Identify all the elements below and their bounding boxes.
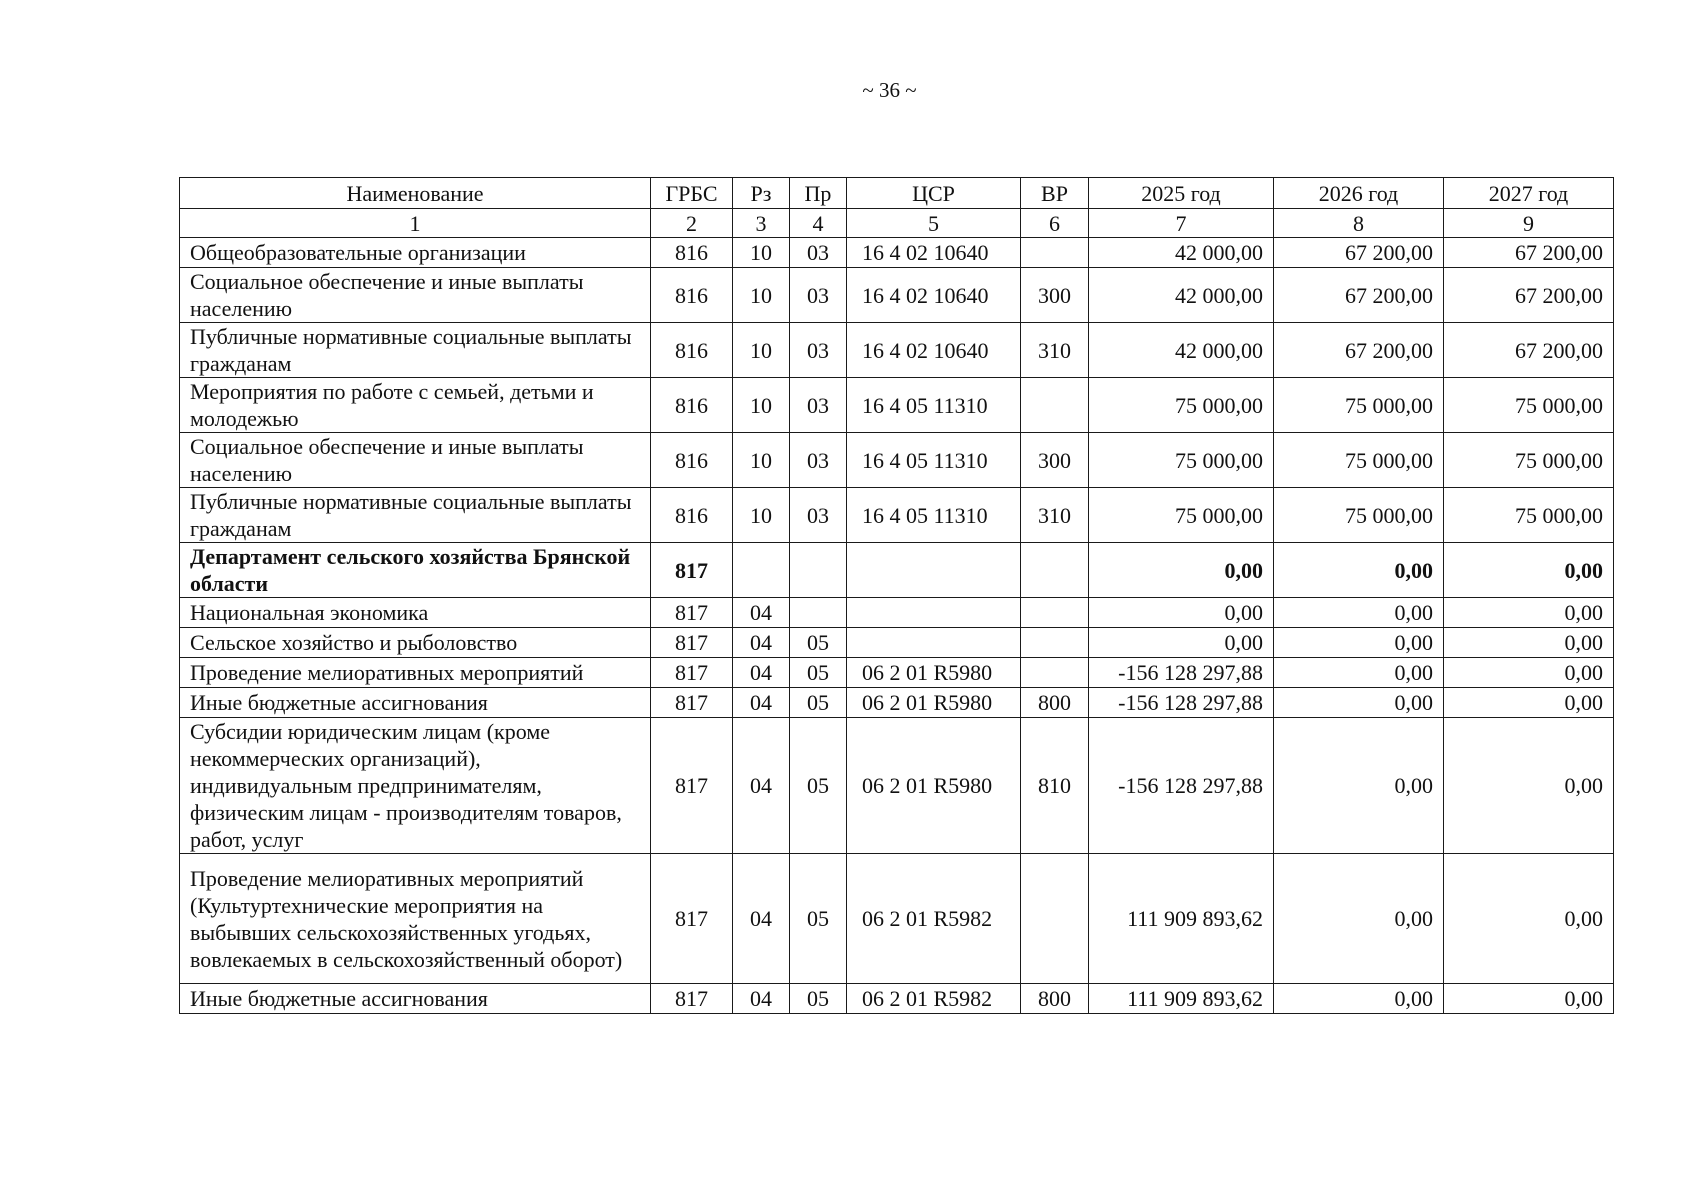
cell-name: Публичные нормативные социальные выплаты гражданам: [180, 488, 651, 543]
header-csr: ЦСР: [847, 178, 1021, 209]
cell-2027: 67 200,00: [1444, 238, 1614, 268]
cell-2026: 75 000,00: [1274, 488, 1444, 543]
cell-vr: [1021, 378, 1089, 433]
cell-vr: [1021, 543, 1089, 598]
cell-2026: 0,00: [1274, 688, 1444, 718]
cell-grbs: 817: [651, 543, 733, 598]
cell-2025: -156 128 297,88: [1089, 718, 1274, 854]
table-row: [180, 238, 1614, 268]
cell-csr: 06 2 01 R5982: [847, 854, 1021, 984]
header-rz: Рз: [733, 178, 790, 209]
budget-table: [179, 177, 1614, 1014]
cell-vr: 310: [1021, 323, 1089, 378]
column-number: 4: [790, 209, 847, 238]
cell-vr: 800: [1021, 984, 1089, 1014]
header-2027: 2027 год: [1444, 178, 1614, 209]
cell-vr: 310: [1021, 488, 1089, 543]
cell-rz: 10: [733, 238, 790, 268]
table-row: [180, 268, 1614, 323]
table-row: [180, 984, 1614, 1014]
header-grbs: ГРБС: [651, 178, 733, 209]
cell-grbs: 816: [651, 238, 733, 268]
table-row: [180, 658, 1614, 688]
cell-vr: [1021, 854, 1089, 984]
cell-csr: 16 4 05 11310: [847, 378, 1021, 433]
cell-2026: 0,00: [1274, 543, 1444, 598]
cell-2026: 0,00: [1274, 854, 1444, 984]
column-number: 9: [1444, 209, 1614, 238]
cell-vr: [1021, 598, 1089, 628]
cell-grbs: 817: [651, 658, 733, 688]
cell-rz: 04: [733, 628, 790, 658]
cell-csr: 16 4 05 11310: [847, 488, 1021, 543]
cell-pr: 03: [790, 378, 847, 433]
cell-name: Иные бюджетные ассигнования: [180, 688, 651, 718]
cell-2025: 42 000,00: [1089, 323, 1274, 378]
cell-grbs: 817: [651, 688, 733, 718]
cell-vr: [1021, 658, 1089, 688]
cell-2027: 0,00: [1444, 628, 1614, 658]
cell-2026: 75 000,00: [1274, 433, 1444, 488]
cell-grbs: 817: [651, 628, 733, 658]
column-number: 1: [180, 209, 651, 238]
cell-pr: 03: [790, 238, 847, 268]
column-number: 2: [651, 209, 733, 238]
cell-pr: 05: [790, 984, 847, 1014]
cell-csr: 16 4 05 11310: [847, 433, 1021, 488]
cell-rz: 04: [733, 984, 790, 1014]
cell-csr: [847, 628, 1021, 658]
cell-csr: [847, 543, 1021, 598]
cell-pr: [790, 598, 847, 628]
cell-2027: 0,00: [1444, 688, 1614, 718]
cell-pr: 03: [790, 323, 847, 378]
cell-vr: 300: [1021, 268, 1089, 323]
cell-vr: [1021, 238, 1089, 268]
cell-2026: 0,00: [1274, 598, 1444, 628]
cell-2026: 67 200,00: [1274, 268, 1444, 323]
cell-2025: 75 000,00: [1089, 378, 1274, 433]
cell-2027: 75 000,00: [1444, 488, 1614, 543]
cell-name: Общеобразовательные организации: [180, 238, 651, 268]
header-row: [180, 178, 1614, 209]
cell-2027: 0,00: [1444, 854, 1614, 984]
cell-csr: 06 2 01 R5980: [847, 688, 1021, 718]
cell-2027: 0,00: [1444, 984, 1614, 1014]
cell-rz: 10: [733, 268, 790, 323]
column-number: 7: [1089, 209, 1274, 238]
cell-rz: 04: [733, 598, 790, 628]
table-row: [180, 378, 1614, 433]
page-number: ~ 36 ~: [862, 78, 917, 102]
cell-grbs: 817: [651, 718, 733, 854]
cell-grbs: 817: [651, 598, 733, 628]
table-row: [180, 323, 1614, 378]
cell-pr: 05: [790, 718, 847, 854]
cell-2027: 75 000,00: [1444, 433, 1614, 488]
cell-vr: 810: [1021, 718, 1089, 854]
cell-name: Департамент сельского хозяйства Брянской области: [180, 543, 651, 598]
table-row: [180, 433, 1614, 488]
table-row: [180, 543, 1614, 598]
cell-csr: 16 4 02 10640: [847, 268, 1021, 323]
table-row: [180, 854, 1614, 984]
cell-rz: 10: [733, 323, 790, 378]
cell-csr: 06 2 01 R5980: [847, 658, 1021, 688]
cell-name: Сельское хозяйство и рыболовство: [180, 628, 651, 658]
header-name: Наименование: [180, 178, 651, 209]
table-row: [180, 598, 1614, 628]
cell-csr: 16 4 02 10640: [847, 323, 1021, 378]
cell-name: Социальное обеспечение и иные выплаты населению: [180, 268, 651, 323]
cell-pr: [790, 543, 847, 598]
cell-rz: 04: [733, 658, 790, 688]
cell-2025: 75 000,00: [1089, 488, 1274, 543]
cell-vr: 800: [1021, 688, 1089, 718]
cell-csr: 16 4 02 10640: [847, 238, 1021, 268]
header-pr: Пр: [790, 178, 847, 209]
cell-2025: 0,00: [1089, 598, 1274, 628]
cell-2025: 111 909 893,62: [1089, 854, 1274, 984]
cell-2026: 75 000,00: [1274, 378, 1444, 433]
table-row: [180, 688, 1614, 718]
cell-2026: 0,00: [1274, 628, 1444, 658]
cell-rz: 04: [733, 854, 790, 984]
column-number: 3: [733, 209, 790, 238]
cell-2025: 0,00: [1089, 543, 1274, 598]
cell-rz: 10: [733, 378, 790, 433]
cell-grbs: 817: [651, 984, 733, 1014]
column-number-row: [180, 209, 1614, 238]
cell-2026: 0,00: [1274, 658, 1444, 688]
cell-2026: 0,00: [1274, 718, 1444, 854]
cell-pr: 03: [790, 268, 847, 323]
table-row: [180, 628, 1614, 658]
cell-pr: 05: [790, 628, 847, 658]
column-number: 5: [847, 209, 1021, 238]
cell-rz: [733, 543, 790, 598]
column-number: 8: [1274, 209, 1444, 238]
cell-csr: 06 2 01 R5980: [847, 718, 1021, 854]
cell-rz: 04: [733, 688, 790, 718]
cell-csr: 06 2 01 R5982: [847, 984, 1021, 1014]
cell-name: Мероприятия по работе с семьей, детьми и молодежью: [180, 378, 651, 433]
header-2025: 2025 год: [1089, 178, 1274, 209]
cell-vr: [1021, 628, 1089, 658]
cell-rz: 10: [733, 433, 790, 488]
cell-grbs: 816: [651, 433, 733, 488]
cell-grbs: 817: [651, 854, 733, 984]
cell-grbs: 816: [651, 268, 733, 323]
cell-2025: -156 128 297,88: [1089, 688, 1274, 718]
cell-2025: 111 909 893,62: [1089, 984, 1274, 1014]
cell-2025: 0,00: [1089, 628, 1274, 658]
cell-name: Национальная экономика: [180, 598, 651, 628]
cell-2025: 42 000,00: [1089, 268, 1274, 323]
column-number: 6: [1021, 209, 1089, 238]
cell-vr: 300: [1021, 433, 1089, 488]
cell-2027: 67 200,00: [1444, 268, 1614, 323]
cell-pr: 03: [790, 488, 847, 543]
cell-pr: 05: [790, 658, 847, 688]
cell-grbs: 816: [651, 488, 733, 543]
cell-rz: 04: [733, 718, 790, 854]
cell-name: Публичные нормативные социальные выплаты гражданам: [180, 323, 651, 378]
cell-pr: 05: [790, 688, 847, 718]
cell-name: Субсидии юридическим лицам (кроме некоммерческих организаций), индивидуальным предпринимателям, физическим лицам - производителям товаров, работ, услуг: [180, 718, 651, 854]
cell-2026: 0,00: [1274, 984, 1444, 1014]
cell-2026: 67 200,00: [1274, 323, 1444, 378]
table-row: [180, 718, 1614, 854]
cell-2027: 0,00: [1444, 658, 1614, 688]
cell-name: Проведение мелиоративных мероприятий (Культуртехнические мероприятия на выбывших сельскохозяйственных угодьях, вовлекаемых в сельскохозяйственный оборот): [180, 854, 651, 984]
cell-2027: 75 000,00: [1444, 378, 1614, 433]
cell-rz: 10: [733, 488, 790, 543]
cell-2025: -156 128 297,88: [1089, 658, 1274, 688]
cell-grbs: 816: [651, 378, 733, 433]
cell-name: Проведение мелиоративных мероприятий: [180, 658, 651, 688]
cell-name: Иные бюджетные ассигнования: [180, 984, 651, 1014]
header-vr: ВР: [1021, 178, 1089, 209]
cell-2025: 42 000,00: [1089, 238, 1274, 268]
cell-pr: 05: [790, 854, 847, 984]
cell-name: Социальное обеспечение и иные выплаты населению: [180, 433, 651, 488]
cell-grbs: 816: [651, 323, 733, 378]
cell-2026: 67 200,00: [1274, 238, 1444, 268]
header-2026: 2026 год: [1274, 178, 1444, 209]
cell-2027: 0,00: [1444, 598, 1614, 628]
cell-2027: 0,00: [1444, 543, 1614, 598]
cell-pr: 03: [790, 433, 847, 488]
cell-2027: 67 200,00: [1444, 323, 1614, 378]
cell-2027: 0,00: [1444, 718, 1614, 854]
cell-csr: [847, 598, 1021, 628]
cell-2025: 75 000,00: [1089, 433, 1274, 488]
table-row: [180, 488, 1614, 543]
